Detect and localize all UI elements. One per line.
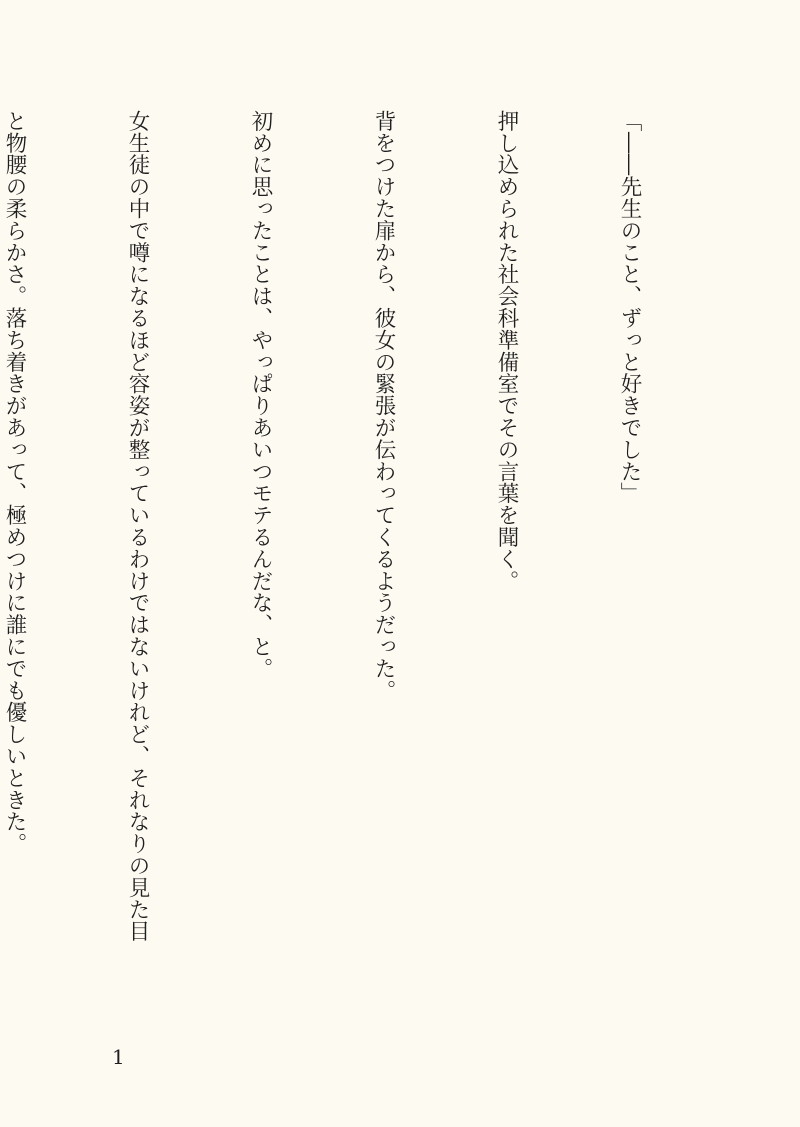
text-line-5: 女生徒の中で噂になるほど容姿が整っているわけではないけれど、それなりの見た目 bbox=[125, 110, 150, 943]
text-line-2: 押し込められた社会科準備室でその言葉を聞く。 bbox=[494, 110, 519, 592]
text-line-1: 「――先生のこと、ずっと好きでした」 bbox=[617, 110, 642, 505]
page-number: 1 bbox=[112, 1045, 125, 1069]
text-line-6: と物腰の柔らかさ。落ち着きがあって、極めつけに誰にでも優しいときた。 bbox=[2, 110, 27, 855]
text-line-4: 初めに思ったことは、やっぱりあいつモテるんだな、と。 bbox=[248, 110, 273, 680]
text-line-3: 背をつけた扉から、彼女の緊張が伝わってくるようだった。 bbox=[371, 110, 396, 702]
vertical-text-body bbox=[0, 110, 732, 1010]
